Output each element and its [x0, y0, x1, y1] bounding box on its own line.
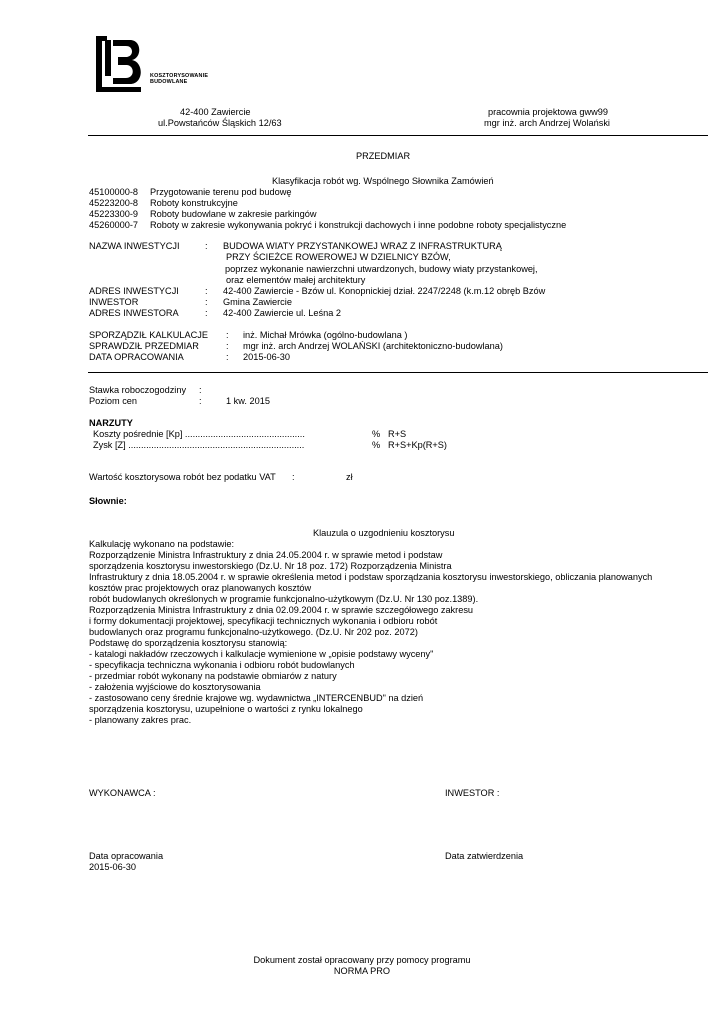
clause-line: sporządzenia kosztorysu, uzupełnione o wartości z rynku lokalnego: [89, 704, 363, 714]
document-title: PRZEDMIAR: [356, 151, 411, 161]
profit-pct: %: [372, 440, 381, 450]
markups-heading: NARZUTY: [89, 418, 133, 428]
clause-line: - katalogi nakładów rzeczowych i kalkulacje wymienione w „opisie podstawy wyceny": [89, 649, 434, 659]
classification-item: 45223200-8 Roboty konstrukcyjne: [89, 198, 238, 208]
profit-base: R+S+Kp(R+S): [388, 440, 447, 450]
indirect-costs-label: Koszty pośrednie [Kp] ...............................................: [93, 429, 305, 439]
cost-value-sep: :: [292, 472, 295, 482]
investor-signature-label: INWESTOR :: [445, 788, 500, 798]
checked-by-row: SPRAWDZIŁ PRZEDMIAR : mgr inż. arch Andrzej WOLAŃSKI (architektoniczno-budowlana): [89, 341, 503, 351]
investment-address-row: ADRES INWESTYCJI : 42-400 Zawiercie - Bzów ul. Konopnickiej dział. 2247/2248 (k.m.12 obręb Bzów: [89, 286, 546, 296]
price-level-row: Poziom cen : 1 kw. 2015: [89, 396, 270, 406]
prepared-by-row: SPORZĄDZIŁ KALKULACJE : inż. Michał Mrówka (ogólno-budowlana ): [89, 330, 408, 340]
office-city: 42-400 Zawiercie: [180, 107, 251, 117]
date-row: DATA OPRACOWANIA : 2015-06-30: [89, 352, 290, 362]
date-prepared-value: 2015-06-30: [89, 862, 136, 872]
indirect-costs-base: R+S: [388, 429, 407, 439]
logo-text: KOSZTORYSOWANIE BUDOWLANE: [150, 73, 209, 86]
investment-name-line: poprzez wykonanie nawierzchni utwardzonych, budowy wiaty przystankowej,: [225, 264, 538, 274]
clause-line: - specyfikacja techniczna wykonania i odbioru robót budowlanych: [89, 660, 355, 670]
clause-line: Infrastruktury z dnia 18.05.2004 r. w sprawie określenia metod i podstaw sporządzania kosztorysu inwestorskiego, obliczania planowanych: [89, 572, 653, 582]
contractor-label: WYKONAWCA :: [89, 788, 156, 798]
clause-line: i formy dokumentacji projektowej, specyfikacji technicznych wykonania i odbioru robót: [89, 616, 438, 626]
classification-heading: Klasyfikacja robót wg. Wspólnego Słownika Zamówień: [272, 176, 494, 186]
hourly-rate-row: Stawka roboczogodziny :: [89, 385, 202, 395]
clause-line: - zastosowano ceny średnie krajowe wg. wydawnictwa „INTERCENBUD" na dzień: [89, 693, 424, 703]
header-divider: [88, 135, 708, 136]
studio-name: pracownia projektowa gww99: [488, 107, 609, 117]
footer-program: NORMA PRO: [333, 966, 391, 976]
company-logo: [96, 36, 146, 92]
profit-label: Zysk [Z] .....................................................................: [93, 440, 305, 450]
clause-line: - planowany zakres prac.: [89, 715, 192, 725]
clause-line: Kalkulację wykonano na podstawie:: [89, 539, 235, 549]
investor-address-row: ADRES INWESTORA : 42-400 Zawiercie ul. Leśna 2: [89, 308, 341, 318]
clause-line: Podstawę do sporządzenia kosztorysu stanowią:: [89, 638, 288, 648]
section-divider: [88, 372, 708, 373]
indirect-costs-pct: %: [372, 429, 381, 439]
classification-item: 45223300-9 Roboty budowlane w zakresie parkingów: [89, 209, 317, 219]
classification-item: 45100000-8 Przygotowanie terenu pod budowę: [89, 187, 292, 197]
clause-line: - przedmiar robót wykonany na podstawie obmiarów z natury: [89, 671, 337, 681]
classification-item: 45260000-7 Roboty w zakresie wykonywania pokryć i konstrukcji dachowych i inne podobne roboty specjalistyczne: [89, 220, 567, 230]
cost-value-label: Wartość kosztorysowa robót bez podatku VAT: [89, 472, 276, 482]
cost-value-unit: zł: [346, 472, 353, 482]
investment-name-line: PRZY ŚCIEŻCE ROWEROWEJ W DZIELNICY BZÓW,: [226, 252, 451, 262]
investment-name-line: oraz elementów małej architektury: [226, 275, 366, 285]
investor-row: INWESTOR : Gmina Zawiercie: [89, 297, 292, 307]
studio-architect: mgr inż. arch Andrzej Wolański: [484, 118, 610, 128]
office-street: ul.Powstańców Śląskich 12/63: [158, 118, 282, 128]
clause-line: robót budowlanych określonych w programie funkcjonalno-użytkowym (Dz.U. Nr 130 poz.1389).: [89, 594, 479, 604]
clause-line: Rozporządzenie Ministra Infrastruktury z dnia 24.05.2004 r. w sprawie metod i podstaw: [89, 550, 443, 560]
date-prepared-label: Data opracowania: [89, 851, 164, 861]
clause-line: - założenia wyjściowe do kosztorysowania: [89, 682, 261, 692]
clause-heading: Klauzula o uzgodnieniu kosztorysu: [313, 528, 455, 538]
clause-line: budowlanych oraz programu funkcjonalno-użytkowego. (Dz.U. Nr 202 poz. 2072): [89, 627, 418, 637]
amount-in-words-label: Słownie:: [89, 496, 127, 506]
footer-note: Dokument został opracowany przy pomocy programu: [253, 955, 471, 965]
clause-line: kosztów prac projektowych oraz planowanych kosztów: [89, 583, 312, 593]
date-approved-label: Data zatwierdzenia: [445, 851, 524, 861]
clause-line: sporządzenia kosztorysu inwestorskiego (Dz.U. Nr 18 poz. 172) Rozporządzenia Ministra: [89, 561, 452, 571]
clause-line: Rozporządzenia Ministra Infrastruktury z dnia 02.09.2004 r. w sprawie szczegółowego zakresu: [89, 605, 474, 615]
investment-name-row: NAZWA INWESTYCJI : BUDOWA WIATY PRZYSTANKOWEJ WRAZ Z INFRASTRUKTURĄ: [89, 241, 502, 251]
